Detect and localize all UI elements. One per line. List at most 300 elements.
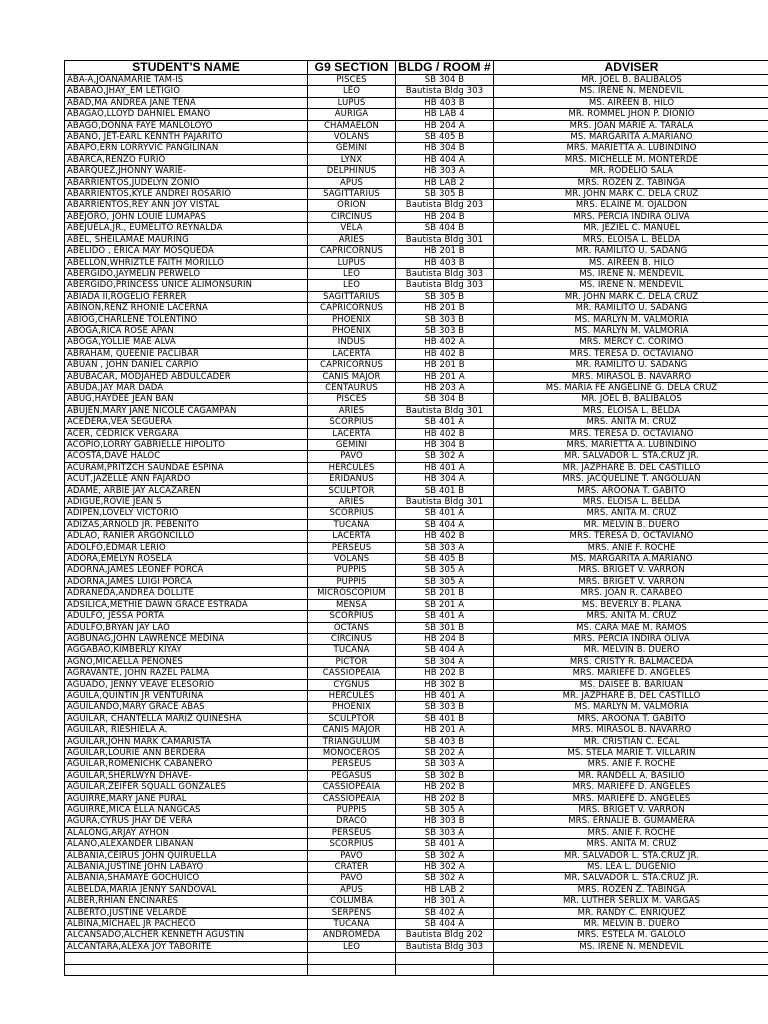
adviser-cell: MS. MARGARITA A.MARIANO [494,132,768,143]
adviser-cell: MS. MARGARITA A.MARIANO [494,554,768,565]
section-cell: LYNX [308,154,396,165]
section-cell: SCORPIUS [308,417,396,428]
section-cell: TUCANA [308,919,396,930]
adviser-cell: MR. MELVIN B. DUERO [494,645,768,656]
adviser-cell: MS. IRENE N. MENDEVIL [494,280,768,291]
section-cell: LEO [308,941,396,952]
adviser-cell: MS. MARLYN M. VALMORIA [494,702,768,713]
room-cell: SB 401 B [396,485,494,496]
table-row [65,793,768,804]
table-row [65,941,768,952]
table-row [65,816,768,827]
student-name-cell: ABARQUEZ,JHONNY WARIE- [65,166,308,177]
table-row [65,303,768,314]
adviser-cell: MR. JOHN MARK C. DELA CRUZ [494,189,768,200]
student-name-cell: ABARRIENTOS,KYLE ANDREI ROSARIO [65,189,308,200]
section-cell: AURIGA [308,109,396,120]
student-name-cell: ACER, CEDRICK VERGARA [65,428,308,439]
adviser-cell: MR. RAMILITO U. SADANG [494,303,768,314]
student-name-cell: ADIGUE,ROVIE JEAN S [65,497,308,508]
student-name-cell: ABEL, SHEILAMAE MAURING [65,234,308,245]
section-cell: CAPRICORNUS [308,303,396,314]
adviser-cell: MR. RANDELL A. BASILIO [494,770,768,781]
student-name-cell: ALCANSADO,ALCHER KENNETH AGUSTIN [65,930,308,941]
table-row [65,668,768,679]
adviser-cell: MR. RAMILITO U. SADANG [494,246,768,257]
adviser-cell: MRS. ERNALIE B. GUMAMERA [494,816,768,827]
adviser-cell: MRS. ELAINE M. OJALDON [494,200,768,211]
section-cell: ANDROMEDA [308,930,396,941]
room-cell: HB 202 B [396,668,494,679]
room-cell: HB 402 A [396,337,494,348]
room-cell: Bautista Bldg 202 [396,930,494,941]
section-cell: ARIES [308,405,396,416]
adviser-cell: MRS. MARIEFE D. ANGELES [494,793,768,804]
room-cell: HB LAB 2 [396,884,494,895]
table-row [65,109,768,120]
room-cell: HB 404 A [396,154,494,165]
room-cell: HB 201 B [396,246,494,257]
room-cell: HB 203 A [396,382,494,393]
table-row [65,850,768,861]
adviser-cell: MRS. BRIGET V. VARRON [494,576,768,587]
section-cell: CAPRICORNUS [308,246,396,257]
room-cell: HB 301 A [396,896,494,907]
table-row [65,576,768,587]
table-row [65,474,768,485]
room-cell: SB 303 A [396,542,494,553]
section-cell: LUPUS [308,257,396,268]
section-cell: APUS [308,884,396,895]
adviser-cell: MRS. ELOISA L. BELDA [494,405,768,416]
student-name-cell: ALCANTARA,ALEXA JOY TABORITE [65,941,308,952]
table-row [65,189,768,200]
student-name-cell: AGUILAR,JOHN MARK CAMARISTA [65,736,308,747]
table-row [65,747,768,758]
empty-row [65,953,768,964]
adviser-cell: MR. RODELIO SALA [494,166,768,177]
table-row [65,132,768,143]
adviser-cell: MS. IRENE N. MENDEVIL [494,941,768,952]
student-name-cell: ACOPIO,LORRY GABRIELLE HIPOLITO [65,440,308,451]
student-name-cell: ABUAN , JOHN DANIEL CARPIO [65,360,308,371]
section-cell: HERCULES [308,690,396,701]
table-row [65,508,768,519]
room-cell: HB 401 A [396,690,494,701]
section-cell: TRIANGULUM [308,736,396,747]
section-cell: SAGITTARIUS [308,189,396,200]
header-bldg-room: BLDG / ROOM # [396,61,494,75]
adviser-cell: MS. AIREEN B. HILO [494,97,768,108]
student-name-cell: AGURA,CYRUS JHAY DE VERA [65,816,308,827]
room-cell: SB 302 A [396,873,494,884]
adviser-cell: MRS. MICHELLE M. MONTERDE [494,154,768,165]
student-name-cell: ABARRIENTOS,JUDELYN ZONIO [65,177,308,188]
adviser-cell: MRS. ROZEN Z. TABINGA [494,884,768,895]
adviser-cell: MR. CRISTIAN C. ECAL [494,736,768,747]
section-cell: CIRCINUS [308,211,396,222]
section-cell: APUS [308,177,396,188]
table-row [65,656,768,667]
student-name-cell: ABERGIDO,PRINCESS UNICE ALIMONSURIN [65,280,308,291]
student-name-cell: ABEJUELA,JR., EUMELITO REYNALDA [65,223,308,234]
student-roster-table [64,60,768,976]
room-cell: HB 201 B [396,303,494,314]
section-cell: PAVO [308,451,396,462]
room-cell: SB 401 A [396,508,494,519]
table-row [65,394,768,405]
adviser-cell: MR. ROMMEL JHON P. DIONIO [494,109,768,120]
section-cell: INDUS [308,337,396,348]
empty-cell [396,964,494,975]
adviser-cell: MR. RANDY C. ENRIQUEZ [494,907,768,918]
student-name-cell: ABABAO,JHAY_EM LETIGIO [65,86,308,97]
student-name-cell: AGUILAR, RIESHIELA A. [65,725,308,736]
adviser-cell: MRS. JACQUELINE T. ANGOLUAN [494,474,768,485]
section-cell: LACERTA [308,428,396,439]
room-cell: SB 301 B [396,622,494,633]
section-cell: PHOENIX [308,325,396,336]
section-cell: GEMINI [308,143,396,154]
table-row [65,690,768,701]
section-cell: SCORPIUS [308,508,396,519]
room-cell: SB 402 A [396,907,494,918]
section-cell: SAGITTARIUS [308,291,396,302]
section-cell: PUPPIS [308,565,396,576]
room-cell: Bautista Bldg 301 [396,234,494,245]
table-row [65,451,768,462]
section-cell: CANIS MAJOR [308,725,396,736]
table-row [65,770,768,781]
adviser-cell: MRS. JOAN MARIE A. TARALA [494,120,768,131]
empty-cell [65,953,308,964]
section-cell: GEMINI [308,440,396,451]
room-cell: SB 303 A [396,759,494,770]
table-row [65,485,768,496]
room-cell: HB 304 A [396,474,494,485]
table-row [65,462,768,473]
section-cell: TUCANA [308,519,396,530]
table-row [65,314,768,325]
adviser-cell: MRS. MARIEFE D. ANGELES [494,782,768,793]
table-row [65,884,768,895]
adviser-cell: MS. MARLYN M. VALMORIA [494,314,768,325]
section-cell: ARIES [308,234,396,245]
section-cell: PICTOR [308,656,396,667]
adviser-cell: MRS. ANIE F. ROCHE [494,827,768,838]
table-row [65,519,768,530]
student-name-cell: AGUILAR,ZEIFER SQUALL GONZALES [65,782,308,793]
table-row [65,645,768,656]
room-cell: SB 303 B [396,314,494,325]
adviser-cell: MR. JAZPHARE B. DEL CASTILLO [494,462,768,473]
student-name-cell: ADORNA,JAMES LEONEF PORCA [65,565,308,576]
adviser-cell: MRS. ROZEN Z. TABINGA [494,177,768,188]
adviser-cell: MRS. ELOISA L. BELDA [494,234,768,245]
adviser-cell: MS. BEVERLY B. PLANA [494,599,768,610]
student-name-cell: AGUILAR, CHANTELLA MARIZ QUINESHA [65,713,308,724]
table-row [65,371,768,382]
room-cell: SB 303 A [396,827,494,838]
room-cell: SB 305 B [396,189,494,200]
adviser-cell: MRS. TERESA D. OCTAVIANO [494,348,768,359]
adviser-cell: MS. STELA MARIE T. VILLARIN [494,747,768,758]
room-cell: HB 204 A [396,120,494,131]
room-cell: Bautista Bldg 303 [396,268,494,279]
section-cell: MONOCEROS [308,747,396,758]
student-name-cell: ABERGIDO,JAYMELIN PERWELO [65,268,308,279]
adviser-cell: MR. SALVADOR L. STA.CRUZ JR. [494,451,768,462]
section-cell: ERIDANUS [308,474,396,485]
adviser-cell: MRS. AROONA T. GABITO [494,713,768,724]
student-name-cell: ABOGA,RICA ROSE APAN [65,325,308,336]
room-cell: HB 403 B [396,97,494,108]
section-cell: OCTANS [308,622,396,633]
adviser-cell: MRS. ESTELA M. GALOLO [494,930,768,941]
table-row [65,839,768,850]
header-adviser: ADVISER [494,61,768,75]
student-name-cell: ACOSTA,DAVE HALOC [65,451,308,462]
section-cell: PEGASUS [308,770,396,781]
table-row [65,200,768,211]
student-name-cell: ALBELDA,MARIA JENNY SANDOVAL [65,884,308,895]
student-name-cell: ABA-A,JOANAMARIE TAM-IS [65,75,308,86]
table-row [65,154,768,165]
room-cell: HB 402 B [396,531,494,542]
room-cell: HB LAB 2 [396,177,494,188]
adviser-cell: MS. IRENE N. MENDEVIL [494,86,768,97]
room-cell: SB 201 B [396,588,494,599]
room-cell: SB 401 A [396,839,494,850]
adviser-cell: MRS. ANIE F. ROCHE [494,542,768,553]
room-cell: SB 305 A [396,805,494,816]
adviser-cell: MS. MARIA FE ANGELINE G. DELA CRUZ [494,382,768,393]
student-name-cell: ACURAM,PRITZCH SAUNDAE ESPINA [65,462,308,473]
section-cell: CASSIOPEAIA [308,782,396,793]
section-cell: LACERTA [308,531,396,542]
student-name-cell: ABAD,MA ANDREA JANE TEÑA [65,97,308,108]
table-row [65,497,768,508]
room-cell: SB 404 A [396,919,494,930]
adviser-cell: MS. MARLYN M. VALMORIA [494,325,768,336]
student-name-cell: ABUDA,JAY MAR DADA [65,382,308,393]
section-cell: PAVO [308,850,396,861]
adviser-cell: MRS. ELOISA L. BELDA [494,497,768,508]
table-row [65,725,768,736]
room-cell: Bautista Bldg 303 [396,941,494,952]
table-row [65,440,768,451]
adviser-cell: MS. LEA L. DUGENIO [494,862,768,873]
room-cell: SB 201 A [396,599,494,610]
room-cell: Bautista Bldg 301 [396,405,494,416]
section-cell: MENSA [308,599,396,610]
table-row [65,896,768,907]
table-row [65,611,768,622]
student-name-cell: ABAPO,ERN LORRYVIC PANGILINAN [65,143,308,154]
section-cell: SCULPTOR [308,485,396,496]
section-cell: SERPENS [308,907,396,918]
empty-row [65,964,768,975]
table-row [65,907,768,918]
room-cell: SB 401 A [396,417,494,428]
table-row [65,417,768,428]
adviser-cell: MR. JAZPHARE B. DEL CASTILLO [494,690,768,701]
room-cell: HB 302 A [396,862,494,873]
adviser-cell: MR. RAMILITO U. SADANG [494,360,768,371]
student-name-cell: ACUT,JAZELLE ANN FAJARDO [65,474,308,485]
room-cell: HB 204 B [396,211,494,222]
table-body [65,75,768,976]
student-name-cell: ACEDERA,VEA SEGUERA [65,417,308,428]
student-name-cell: ADSILICA,METHIE DAWN GRACE ESTRADA [65,599,308,610]
room-cell: HB 202 B [396,782,494,793]
student-name-cell: ABUG,HAYDEE JEAN BAN [65,394,308,405]
table-row [65,280,768,291]
table-row [65,75,768,86]
adviser-cell: MR. MELVIN B. DUERO [494,519,768,530]
room-cell: SB 404 A [396,519,494,530]
table-row [65,702,768,713]
room-cell: HB 304 B [396,440,494,451]
student-name-cell: AGUILANDO,MARY GRACE ABAS [65,702,308,713]
student-name-cell: AGUILAR,ROMENICHK CABAÑERO [65,759,308,770]
student-name-cell: ADORA,EMELYN ROSELA [65,554,308,565]
table-row [65,348,768,359]
room-cell: Bautista Bldg 301 [396,497,494,508]
adviser-cell: MRS. ANIE F. ROCHE [494,759,768,770]
room-cell: HB 204 B [396,633,494,644]
adviser-cell: MR. JOEL B. BALIBALOS [494,75,768,86]
student-name-cell: ABIADA II,ROGELIO FERRER [65,291,308,302]
section-cell: PISCES [308,394,396,405]
empty-cell [396,953,494,964]
section-cell: LEO [308,86,396,97]
table-row [65,257,768,268]
student-name-cell: ADRANEDA,ANDREA DOLLITE [65,588,308,599]
room-cell: SB 305 B [396,291,494,302]
student-name-cell: ADLAO, RANIER ARGONCILLO [65,531,308,542]
adviser-cell: MS. CARA MAE M. RAMOS [494,622,768,633]
section-cell: PAVO [308,873,396,884]
student-name-cell: AGUILAR,SHERLWYN DHAVE- [65,770,308,781]
adviser-cell: MS. DAISEE B. BARIUAN [494,679,768,690]
table-row [65,234,768,245]
section-cell: LUPUS [308,97,396,108]
section-cell: PERSEUS [308,542,396,553]
student-name-cell: ABOGA,YOLLIE MAE ALVA [65,337,308,348]
room-cell: HB 201 B [396,360,494,371]
student-name-cell: ABELIDO , ERICA MAY MOSQUEDA [65,246,308,257]
adviser-cell: MRS. BRIGET V. VARRON [494,565,768,576]
student-name-cell: ABRAHAM, QUEENIE PACLIBAR [65,348,308,359]
section-cell: CASSIOPEAIA [308,668,396,679]
room-cell: HB 303 A [396,166,494,177]
header-row [65,61,768,75]
adviser-cell: MRS. ANITA M. CRUZ [494,417,768,428]
room-cell: HB 202 B [396,793,494,804]
table-row [65,930,768,941]
adviser-cell: MRS. PERCIA INDIRA OLIVA [494,211,768,222]
section-cell: DRACO [308,816,396,827]
table-row [65,337,768,348]
table-row [65,177,768,188]
adviser-cell: MRS. MIRASOL B. NAVARRO [494,371,768,382]
table-row [65,554,768,565]
adviser-cell: MS. AIREEN B. HILO [494,257,768,268]
room-cell: HB 403 B [396,257,494,268]
adviser-cell: MRS. CRISTY R. BALMACEDA [494,656,768,667]
student-name-cell: ABARRIENTOS,REY ANN JOY VISTAL [65,200,308,211]
adviser-cell: MRS. MARIETTA A. LUBINDINO [494,440,768,451]
section-cell: DELPHINUS [308,166,396,177]
student-name-cell: ABUBACAR, MODJAHED ABDULCADER [65,371,308,382]
table-row [65,599,768,610]
section-cell: CYGNUS [308,679,396,690]
table-row [65,873,768,884]
section-cell: HERCULES [308,462,396,473]
table-row [65,143,768,154]
adviser-cell: MR. JOEL B. BALIBALOS [494,394,768,405]
empty-cell [494,964,768,975]
section-cell: PUPPIS [308,576,396,587]
table-row [65,713,768,724]
section-cell: ORION [308,200,396,211]
student-name-cell: AGUIRRE,MICA ELLA NANGCAS [65,805,308,816]
table-row [65,919,768,930]
adviser-cell: MRS. JOAN R. CARABEO [494,588,768,599]
section-cell: VELA [308,223,396,234]
student-name-cell: ADIZAS,ARNOLD JR. PEBENITO [65,519,308,530]
section-cell: CAPRICORNUS [308,360,396,371]
table-row [65,862,768,873]
section-cell: PISCES [308,75,396,86]
student-name-cell: ALANO,ALEXANDER LIBANAN [65,839,308,850]
table-row [65,211,768,222]
room-cell: Bautista Bldg 303 [396,86,494,97]
table-row [65,428,768,439]
adviser-cell: MRS. ANITA M. CRUZ [494,611,768,622]
section-cell: PHOENIX [308,702,396,713]
student-name-cell: ABARCA,RENZO FURIO [65,154,308,165]
student-name-cell: AGUILAR,LOURIE ANN BERDERA [65,747,308,758]
table-row [65,268,768,279]
table-row [65,86,768,97]
section-cell: TUCANA [308,645,396,656]
adviser-cell: MRS. ANITA M. CRUZ [494,839,768,850]
table-row [65,633,768,644]
adviser-cell: MS. IRENE N. MENDEVIL [494,268,768,279]
table-row [65,291,768,302]
student-name-cell: ABIÑON,RENZ RHONIE LACERNA [65,303,308,314]
section-cell: LEO [308,268,396,279]
section-cell: VOLANS [308,554,396,565]
room-cell: SB 304 A [396,656,494,667]
adviser-cell: MRS. ANITA M. CRUZ [494,508,768,519]
table-row [65,736,768,747]
student-name-cell: ADOLFO,EDMAR LERIO [65,542,308,553]
table-row [65,759,768,770]
table-row [65,382,768,393]
student-name-cell: ALBANIA,JUSTINE JOHN LABAYO [65,862,308,873]
adviser-cell: MR. JEZIEL C. MANUEL [494,223,768,234]
header-student-name: STUDENT'S NAME [65,61,308,75]
student-name-cell: AGUIRRE,MARY JANE PURAL [65,793,308,804]
section-cell: PERSEUS [308,759,396,770]
room-cell: SB 302 B [396,770,494,781]
section-cell: CIRCINUS [308,633,396,644]
student-name-cell: ABANO, JET-EARL KENNTH PAJARITO [65,132,308,143]
student-name-cell: ABIOG,CHARLENE TOLENTINO [65,314,308,325]
